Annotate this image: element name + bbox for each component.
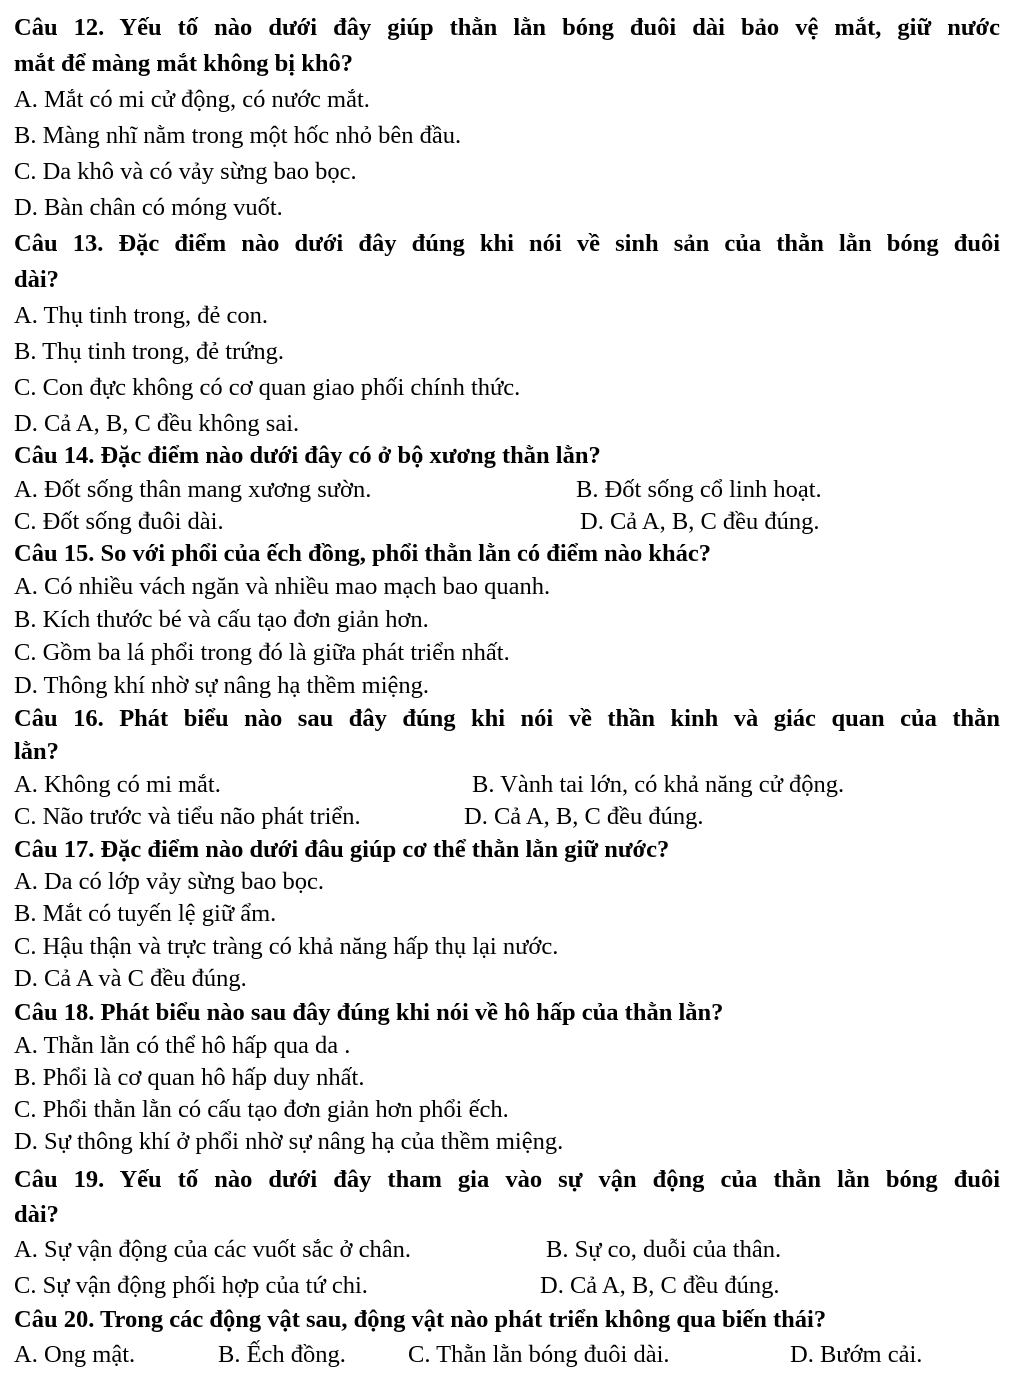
question-12-option-a: A. Mắt có mi cử động, có nước mắt.	[14, 86, 370, 113]
question-16-stem-line-2: lằn?	[14, 738, 59, 765]
question-12-stem-line-2: mắt để màng mắt không bị khô?	[14, 50, 353, 77]
question-12-option-d: D. Bàn chân có móng vuốt.	[14, 194, 283, 221]
question-13-option-d: D. Cả A, B, C đều không sai.	[14, 410, 300, 437]
question-13-option-b: B. Thụ tinh trong, đẻ trứng.	[14, 338, 285, 365]
question-13-stem-line-2: dài?	[14, 266, 59, 293]
question-17-option-a: A. Da có lớp vảy sừng bao bọc.	[14, 868, 324, 895]
question-16-option-c: C. Não trước và tiểu não phát triển.	[14, 803, 361, 830]
question-17-stem: Câu 17. Đặc điểm nào dưới đâu giúp cơ thể thằn lằn giữ nước?	[14, 836, 670, 863]
question-20-option-c: C. Thằn lằn bóng đuôi dài.	[408, 1341, 670, 1368]
question-17-option-b: B. Mắt có tuyến lệ giữ ẩm.	[14, 900, 277, 927]
question-15-option-a: A. Có nhiều vách ngăn và nhiều mao mạch bao quanh.	[14, 573, 551, 600]
question-17-option-d: D. Cả A và C đều đúng.	[14, 965, 247, 992]
question-15-option-b: B. Kích thước bé và cấu tạo đơn giản hơn.	[14, 606, 429, 633]
question-14-option-b: B. Đốt sống cổ linh hoạt.	[576, 476, 822, 503]
question-15-option-d: D. Thông khí nhờ sự nâng hạ thềm miệng.	[14, 672, 430, 699]
question-20-option-b: B. Ếch đồng.	[218, 1341, 346, 1368]
question-20-option-d: D. Bướm cải.	[790, 1341, 923, 1368]
question-16-option-b: B. Vành tai lớn, có khả năng cử động.	[472, 771, 845, 798]
question-15-option-c: C. Gồm ba lá phổi trong đó là giữa phát triển nhất.	[14, 639, 510, 666]
question-19-option-a: A. Sự vận động của các vuốt sắc ở chân.	[14, 1236, 412, 1263]
question-18-option-d: D. Sự thông khí ở phổi nhờ sự nâng hạ của thềm miệng.	[14, 1128, 564, 1155]
question-16-option-d: D. Cả A, B, C đều đúng.	[464, 803, 704, 830]
question-18-stem: Câu 18. Phát biểu nào sau đây đúng khi nói về hô hấp của thằn lằn?	[14, 999, 724, 1026]
question-12-stem-line-1: Câu 12. Yếu tố nào dưới đây giúp thằn lằn bóng đuôi dài bảo vệ mắt, giữ nước	[14, 14, 1000, 41]
question-14-option-a: A. Đốt sống thân mang xương sườn.	[14, 476, 372, 503]
question-18-option-c: C. Phổi thằn lằn có cấu tạo đơn giản hơn phổi ếch.	[14, 1096, 509, 1123]
question-20-option-a: A. Ong mật.	[14, 1341, 136, 1368]
question-12-option-b: B. Màng nhĩ nằm trong một hốc nhỏ bên đầu.	[14, 122, 462, 149]
question-18-option-b: B. Phổi là cơ quan hô hấp duy nhất.	[14, 1064, 365, 1091]
question-19-option-c: C. Sự vận động phối hợp của tứ chi.	[14, 1272, 368, 1299]
question-19-option-d: D. Cả A, B, C đều đúng.	[540, 1272, 780, 1299]
question-18-option-a: A. Thằn lằn có thể hô hấp qua da .	[14, 1032, 351, 1059]
question-17-option-c: C. Hậu thận và trực tràng có khả năng hấp thụ lại nước.	[14, 933, 559, 960]
question-20-stem: Câu 20. Trong các động vật sau, động vật nào phát triển không qua biến thái?	[14, 1306, 827, 1333]
question-14-option-c: C. Đốt sống đuôi dài.	[14, 508, 224, 535]
question-13-stem-line-1: Câu 13. Đặc điểm nào dưới đây đúng khi nói về sinh sản của thằn lằn bóng đuôi	[14, 230, 1000, 257]
question-15-stem: Câu 15. So với phổi của ếch đồng, phổi thằn lằn có điểm nào khác?	[14, 540, 711, 567]
question-16-option-a: A. Không có mi mắt.	[14, 771, 221, 798]
question-13-option-a: A. Thụ tinh trong, đẻ con.	[14, 302, 269, 329]
question-13-option-c: C. Con đực không có cơ quan giao phối chính thức.	[14, 374, 521, 401]
question-14-stem: Câu 14. Đặc điểm nào dưới đây có ở bộ xương thằn lằn?	[14, 442, 601, 469]
question-19-stem-line-2: dài?	[14, 1201, 59, 1228]
question-19-stem-line-1: Câu 19. Yếu tố nào dưới đây tham gia vào sự vận động của thằn lằn bóng đuôi	[14, 1166, 1000, 1193]
question-19-option-b: B. Sự co, duỗi của thân.	[546, 1236, 782, 1263]
question-12-option-c: C. Da khô và có vảy sừng bao bọc.	[14, 158, 357, 185]
question-14-option-d: D. Cả A, B, C đều đúng.	[580, 508, 820, 535]
question-16-stem-line-1: Câu 16. Phát biểu nào sau đây đúng khi nói về thần kinh và giác quan của thằn	[14, 705, 1000, 732]
